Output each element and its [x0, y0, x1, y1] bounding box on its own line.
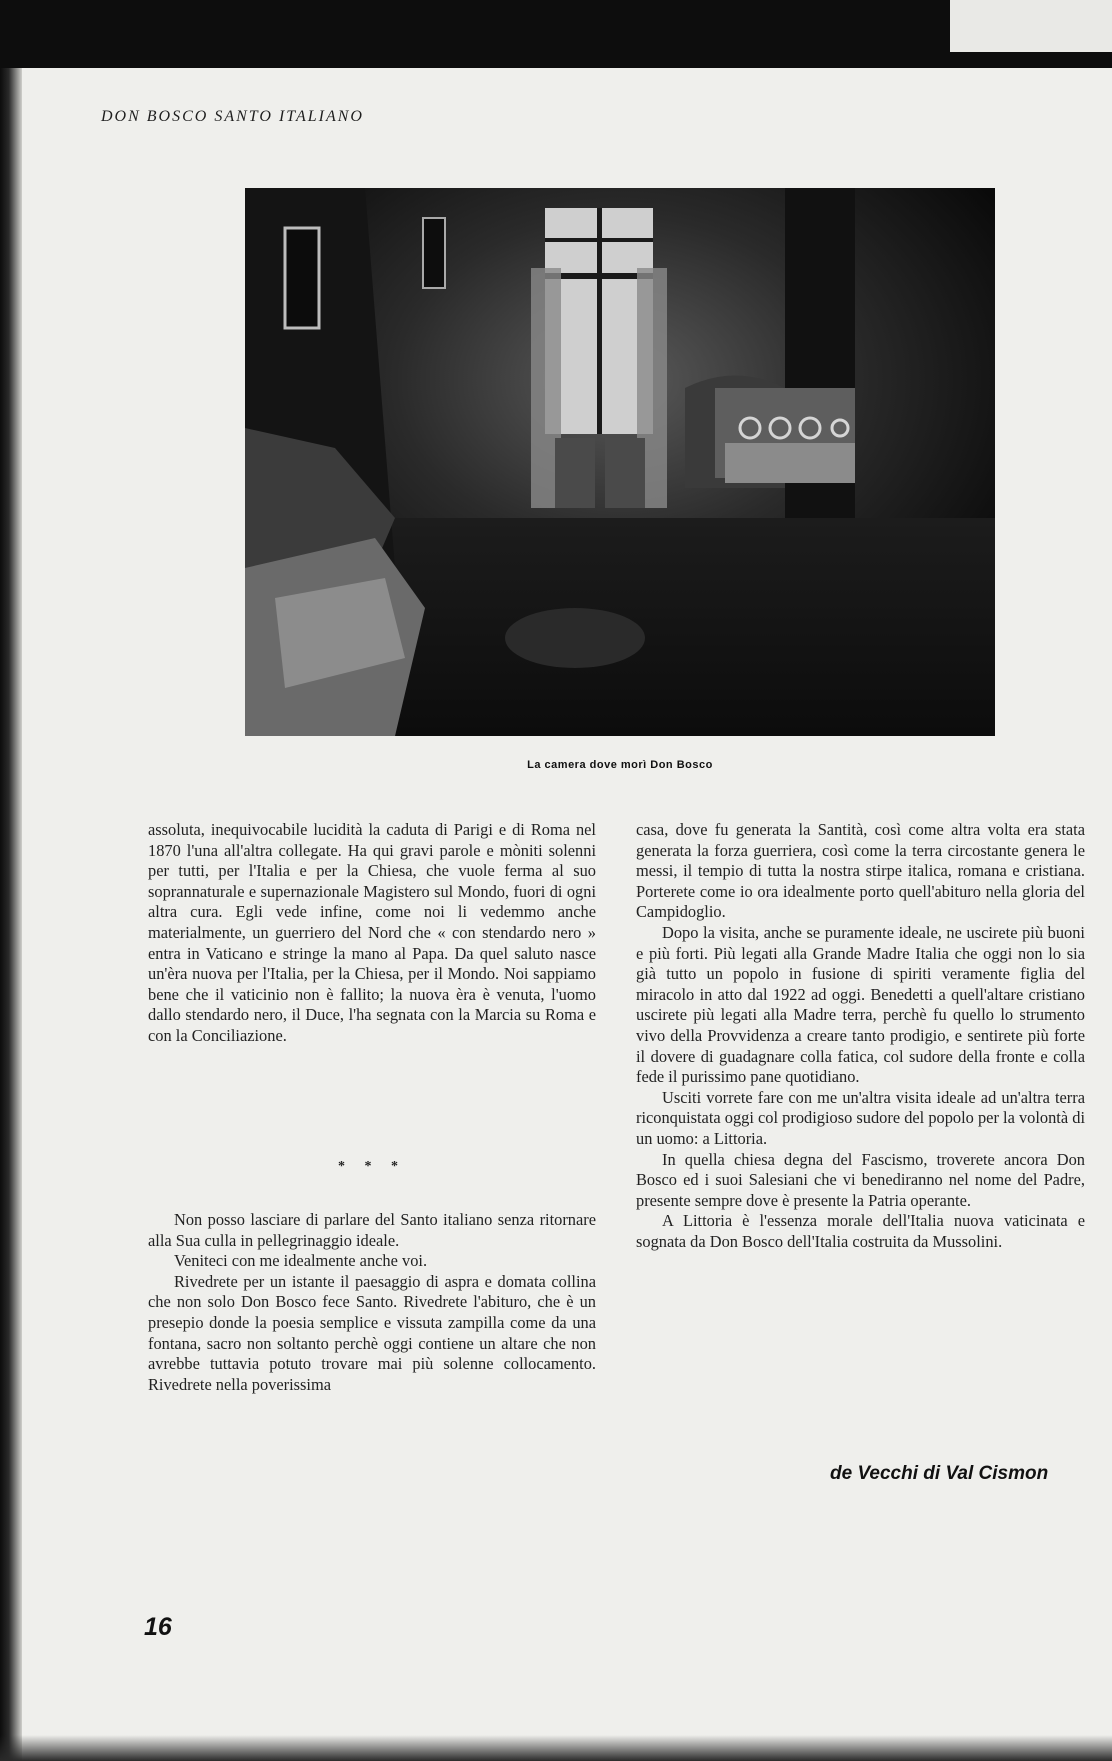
left-column-top — [148, 820, 596, 1047]
author-signature: de Vecchi di Val Cismon — [830, 1463, 1049, 1484]
page-number: 16 — [144, 1613, 172, 1641]
scan-top-notch — [950, 0, 1112, 52]
paragraph: assoluta, inequivocabile lucidità la caduta di Parigi e di Roma nel 1870 l'una all'altra collegate. Ha qui gravi parole e mòniti solenni per tutti, per l'Italia e per la Chiesa, che vuole ferma al suo soprannaturale e supernazionale Magistero sul Mondo, fuori di ogni altra cura. Egli vede infine, come noi li vedemmo anche materialmente, un guerriero del Nord che « con stendardo nero » entra in Vaticano e stringe la mano al Papa. Da quel saluto nasce un'èra nuova per l'Italia, per la Chiesa, per il Mondo. Noi sappiamo bene che il vaticinio non è fallito; la nuova èra è venuta, l'uomo dallo stendardo nero, il Duce, l'ha segnata con la Marcia su Roma e con la Conciliazione. — [148, 820, 596, 1045]
photo-death-room — [245, 188, 995, 736]
paragraph: In quella chiesa degna del Fascismo, troverete ancora Don Bosco ed i suoi Salesiani che vi benediranno nel nome del Padre, presente sempre dove è presente la Patria operante. — [636, 1149, 1085, 1210]
paragraph: Rivedrete per un istante il paesaggio di aspra e domata collina che non solo Don Bosco fece Santo. Rivedrete l'abituro, che è un presepio donde la poesia semplice e vissuta zampilla come da una fontana, sacro non soltanto perchè oggi contiene un altare che non avrebbe tuttavia potuto trovare mai più solenne collocamento. Rivedrete nella poverissima — [148, 1271, 596, 1394]
photo-illustration — [245, 188, 995, 736]
scan-top-border — [0, 0, 1112, 68]
photo-caption: La camera dove morì Don Bosco — [527, 759, 713, 771]
paragraph: Veniteci con me idealmente anche voi. — [174, 1251, 428, 1271]
section-separator: * * * — [338, 1159, 406, 1174]
paragraph: Usciti vorrete fare con me un'altra visita ideale ad un'altra terra riconquistata oggi col prodigioso sudore del popolo per la volontà di un uomo: a Littoria. — [636, 1087, 1085, 1148]
right-column — [636, 820, 1085, 1252]
paragraph: Dopo la visita, anche se puramente ideale, ne uscirete più buoni e più forti. Più legati alla Grande Madre Italia che oggi non lo sia già tutto un popolo in fusione di spiriti veramente figlia del miracolo in atto dal 1922 ad oggi. Benedetti a quell'altare cristiano uscirete più legati alla Madre terra, perchè fu quello lo strumento vivo della Provvidenza a creare tanto prodigio, e sentirete più forte il dovere di guadagnare colla fatica, col sudore della fronte e colla fede il purissimo pane quotidiano. — [636, 922, 1085, 1087]
paragraph: Non posso lasciare di parlare del Santo italiano senza ritornare alla Sua culla in pellegrinaggio ideale. — [148, 1210, 596, 1250]
paragraph: casa, dove fu generata la Santità, così come altra volta era stata generata la forza guerriera, così come la terra circostante genera le messi, il tempio di tutta la nostra stirpe italica, romana e cristiana. Porterete come io ora idealmente porto quell'abituro nella gloria del Campidoglio. — [636, 820, 1085, 922]
scan-binding-shadow — [0, 68, 22, 1761]
running-title: DON BOSCO SANTO ITALIANO — [101, 108, 364, 125]
left-column-bottom — [148, 1210, 596, 1395]
paragraph: A Littoria è l'essenza morale dell'Italia nuova vaticinata e sognata da Don Bosco dell'Italia costruita da Mussolini. — [636, 1211, 1085, 1251]
scan-bottom-shadow — [0, 1735, 1112, 1761]
